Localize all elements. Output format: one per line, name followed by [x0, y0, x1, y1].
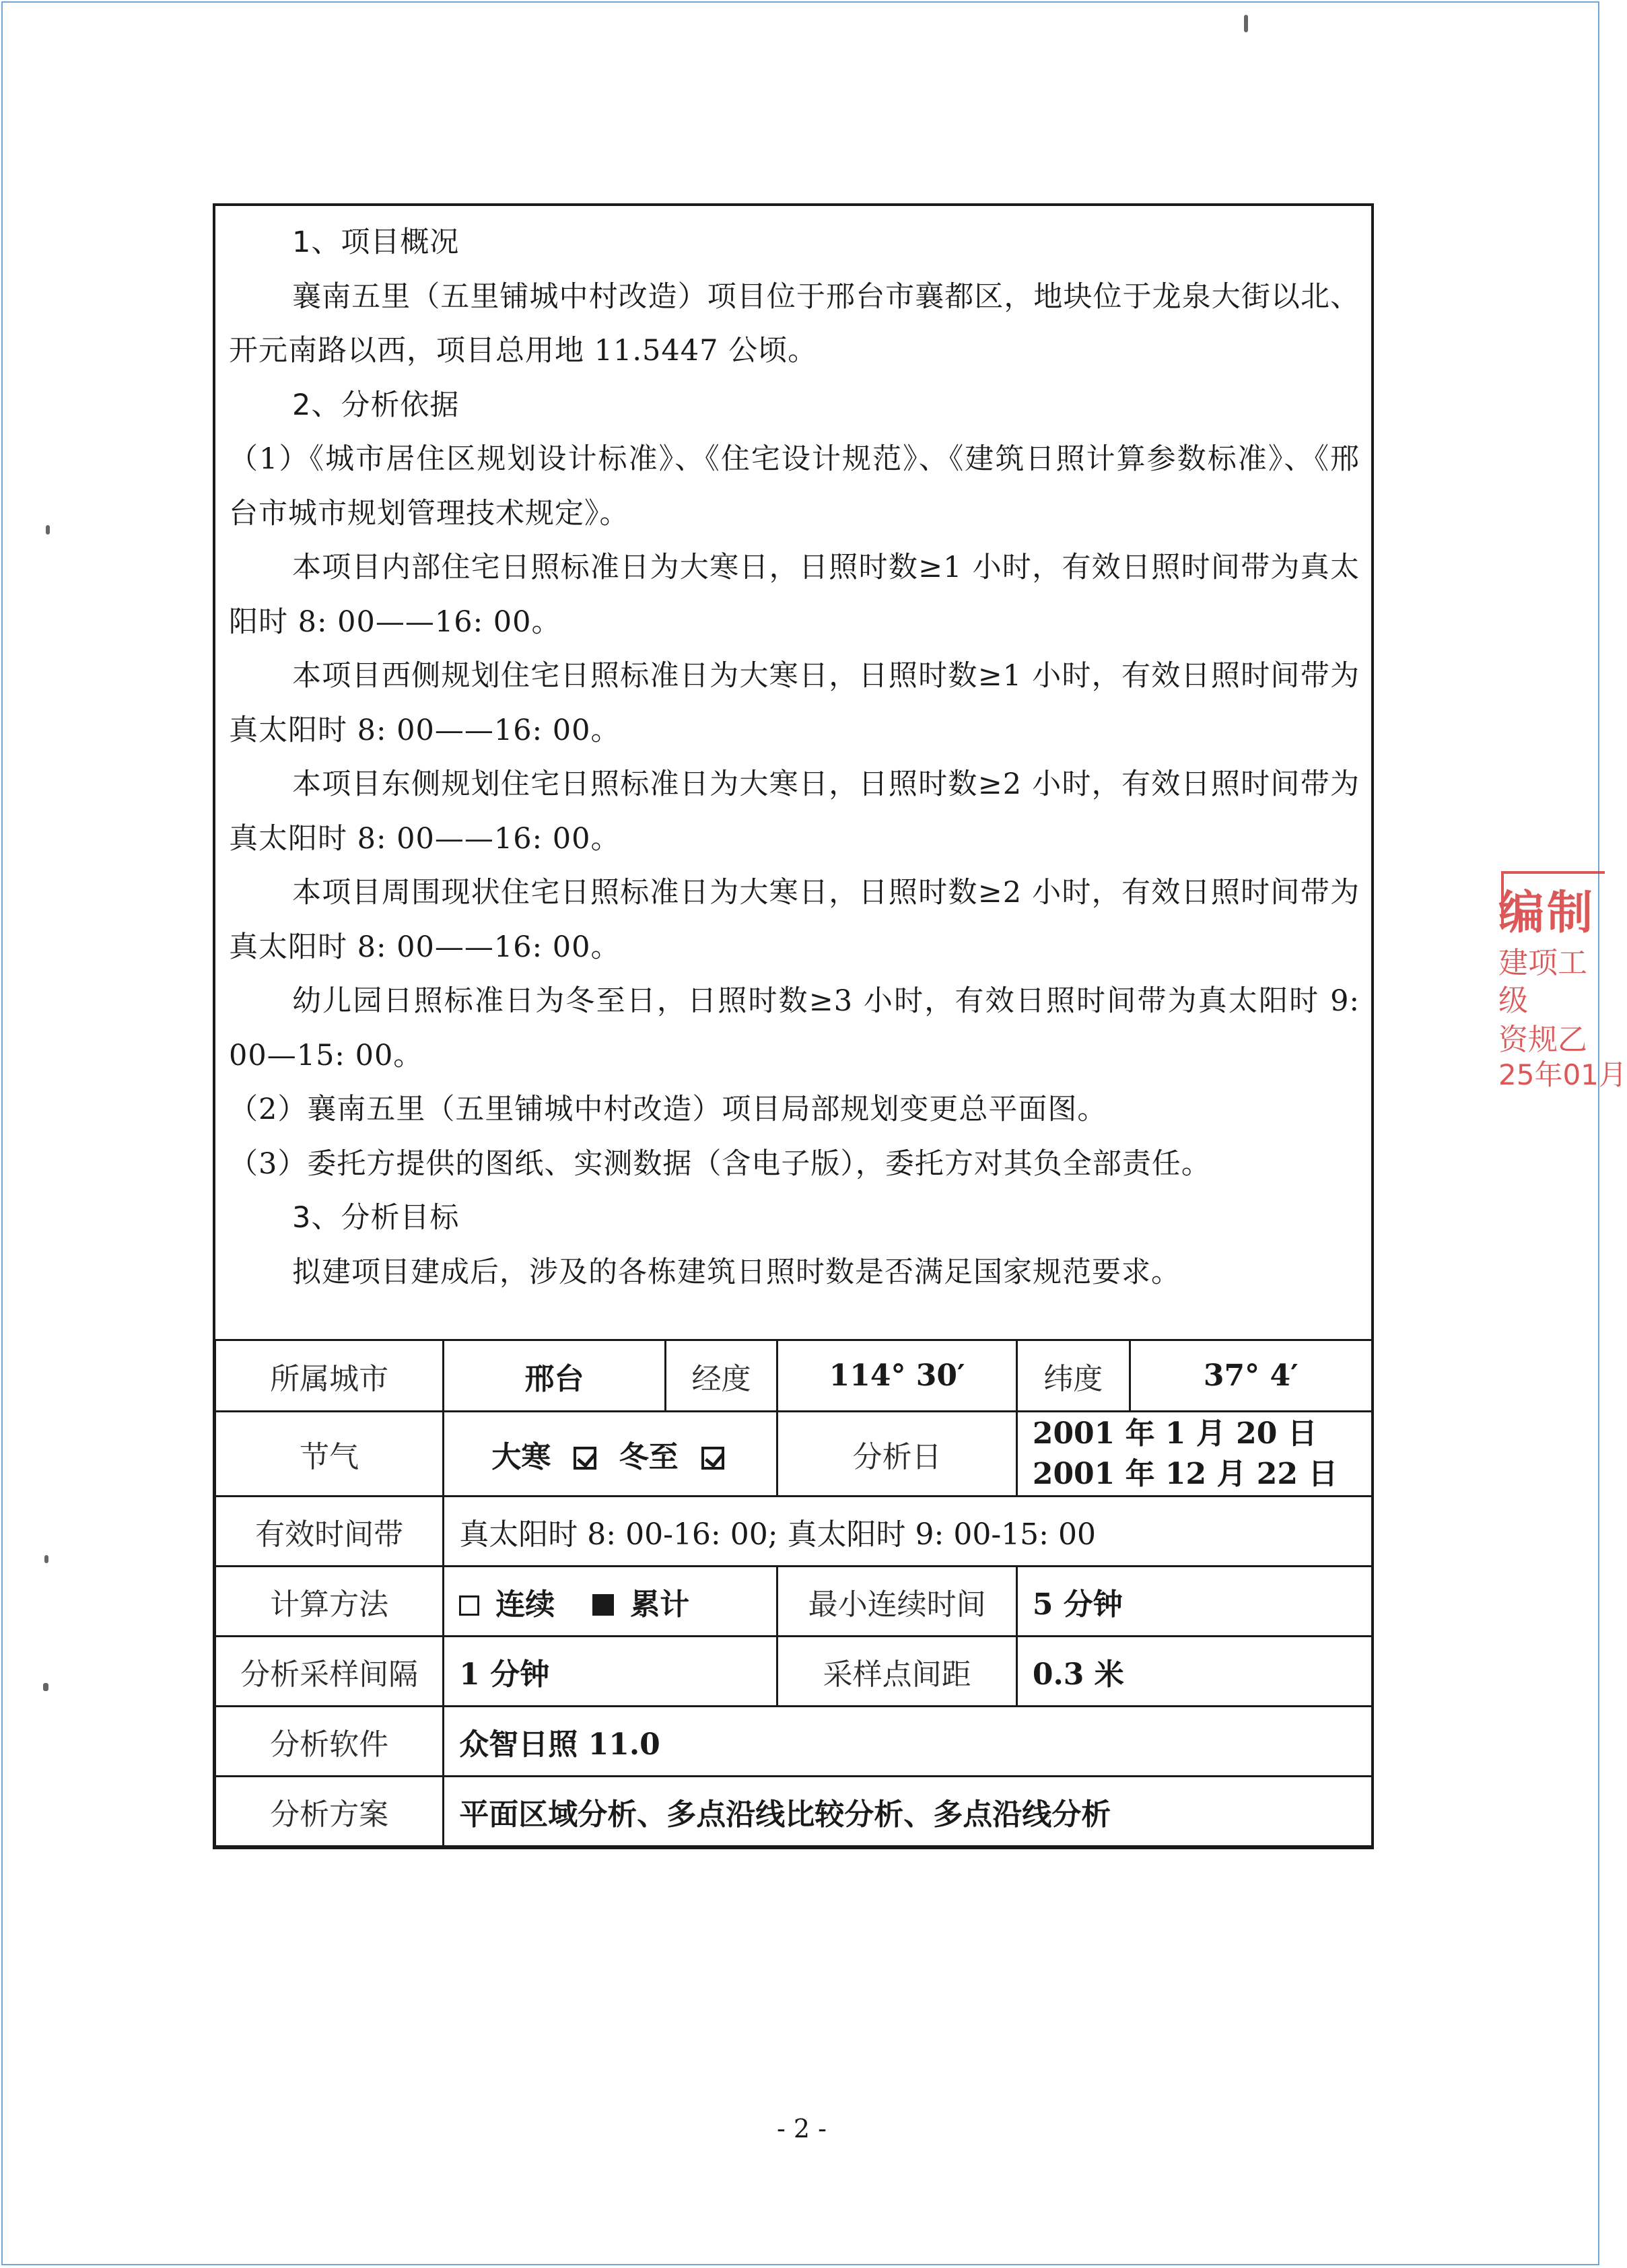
stamp-line-2: 建项工	[1498, 946, 1587, 980]
software-value: 众智日照 11.0	[444, 1707, 1373, 1777]
sample-spacing-value: 0.3 米	[1016, 1637, 1372, 1707]
solar-term-value	[444, 1412, 777, 1497]
min-continuous-value: 5 分钟	[1016, 1567, 1372, 1637]
basis-item-3: （3）委托方提供的图纸、实测数据（含电子版），委托方对其负全部责任。	[229, 1146, 1211, 1181]
calc-continuous: 连续	[495, 1587, 555, 1622]
term-dahan: 大寒	[491, 1439, 551, 1474]
sample-spacing-label: 采样点间距	[777, 1637, 1016, 1707]
table-row	[215, 1497, 1373, 1567]
section-1-heading: 1、项目概况	[292, 226, 460, 259]
table-row	[215, 1707, 1373, 1777]
longitude-label: 经度	[665, 1340, 777, 1412]
analysis-day-value	[1016, 1412, 1372, 1497]
table-row	[215, 1340, 1373, 1412]
term-dongzhi: 冬至	[619, 1439, 679, 1474]
basis-east-residential: 本项目东侧规划住宅日照标准日为大寒日，日照时数≥2 小时，有效日照时间带为真太阳时 8: 00——16: 00。	[229, 767, 1360, 856]
analysis-day-1: 2001 年 1 月 20 日	[1032, 1416, 1317, 1451]
time-band-label: 有效时间带	[215, 1497, 444, 1567]
calc-method-value	[444, 1567, 777, 1637]
stamp-line-3: 级	[1498, 984, 1528, 1018]
checkbox-checked-icon	[701, 1447, 724, 1470]
basis-kindergarten: 幼儿园日照标准日为冬至日，日照时数≥3 小时，有效日照时间带为真太阳时 9: 00—15: 00。	[229, 984, 1360, 1072]
section-3-heading: 3、分析目标	[292, 1201, 460, 1235]
basis-item-2: （2）襄南五里（五里铺城中村改造）项目局部规划变更总平面图。	[229, 1093, 1107, 1126]
project-overview-paragraph: 襄南五里（五里铺城中村改造）项目位于邢台市襄都区，地块位于龙泉大街以北、开元南路以西，项目总用地 11.5447 公顷。	[229, 279, 1360, 368]
time-band-value: 真太阳时 8: 00-16: 00; 真太阳时 9: 00-15: 00	[444, 1497, 1373, 1567]
stamp-line-4: 资规乙	[1498, 1023, 1587, 1057]
software-label: 分析软件	[215, 1707, 444, 1777]
basis-internal-residential: 本项目内部住宅日照标准日为大寒日，日照时数≥1 小时，有效日照时间带为真太阳时 8: 00——16: 00。	[229, 551, 1360, 639]
calc-method-label: 计算方法	[215, 1567, 444, 1637]
scan-speck	[43, 1683, 48, 1691]
checkbox-empty-icon	[459, 1595, 479, 1616]
stamp-line-1: 编制	[1498, 887, 1596, 940]
scheme-value: 平面区域分析、多点沿线比较分析、多点沿线分析	[444, 1777, 1373, 1847]
basis-west-residential: 本项目西侧规划住宅日照标准日为大寒日，日照时数≥1 小时，有效日照时间带为真太阳时 8: 00——16: 00。	[229, 659, 1360, 747]
scan-speck	[1244, 15, 1248, 32]
analysis-parameters-table	[214, 1339, 1373, 1847]
table-row	[215, 1412, 1373, 1497]
calc-cumulative: 累计	[630, 1587, 690, 1622]
table-row	[215, 1777, 1373, 1847]
latitude-label: 纬度	[1016, 1340, 1130, 1412]
city-label: 所属城市	[215, 1340, 444, 1412]
analysis-day-2: 2001 年 12 月 22 日	[1032, 1456, 1338, 1491]
scan-speck	[46, 525, 50, 535]
table-row	[215, 1637, 1373, 1707]
sample-interval-label: 分析采样间隔	[215, 1637, 444, 1707]
scheme-label: 分析方案	[215, 1777, 444, 1847]
report-body	[229, 215, 1360, 1299]
longitude-value: 114° 30′	[777, 1340, 1016, 1412]
basis-surrounding-residential: 本项目周围现状住宅日照标准日为大寒日，日照时数≥2 小时，有效日照时间带为真太阳时 8: 00——16: 00。	[229, 876, 1360, 964]
city-value: 邢台	[444, 1340, 665, 1412]
page-number: - 2 -	[776, 2114, 827, 2143]
checkbox-filled-icon	[592, 1594, 614, 1616]
table-row	[215, 1567, 1373, 1637]
analysis-day-label: 分析日	[777, 1412, 1016, 1497]
basis-item-1: （1）《城市居住区规划设计标准》、《住宅设计规范》、《建筑日照计算参数标准》、《邢台市城市规划管理技术规定》。	[229, 442, 1360, 530]
stamp-line-5: 25年01月	[1498, 1058, 1627, 1091]
checkbox-checked-icon	[574, 1447, 596, 1470]
sample-interval-value: 1 分钟	[444, 1637, 777, 1707]
scan-speck	[44, 1555, 48, 1563]
analysis-target-paragraph: 拟建项目建成后，涉及的各栋建筑日照时数是否满足国家规范要求。	[292, 1255, 1181, 1289]
section-2-heading: 2、分析依据	[292, 388, 460, 422]
solar-term-label: 节气	[215, 1412, 444, 1497]
company-seal-stamp	[1493, 871, 1627, 1105]
latitude-value: 37° 4′	[1130, 1340, 1372, 1412]
min-continuous-label: 最小连续时间	[777, 1567, 1016, 1637]
